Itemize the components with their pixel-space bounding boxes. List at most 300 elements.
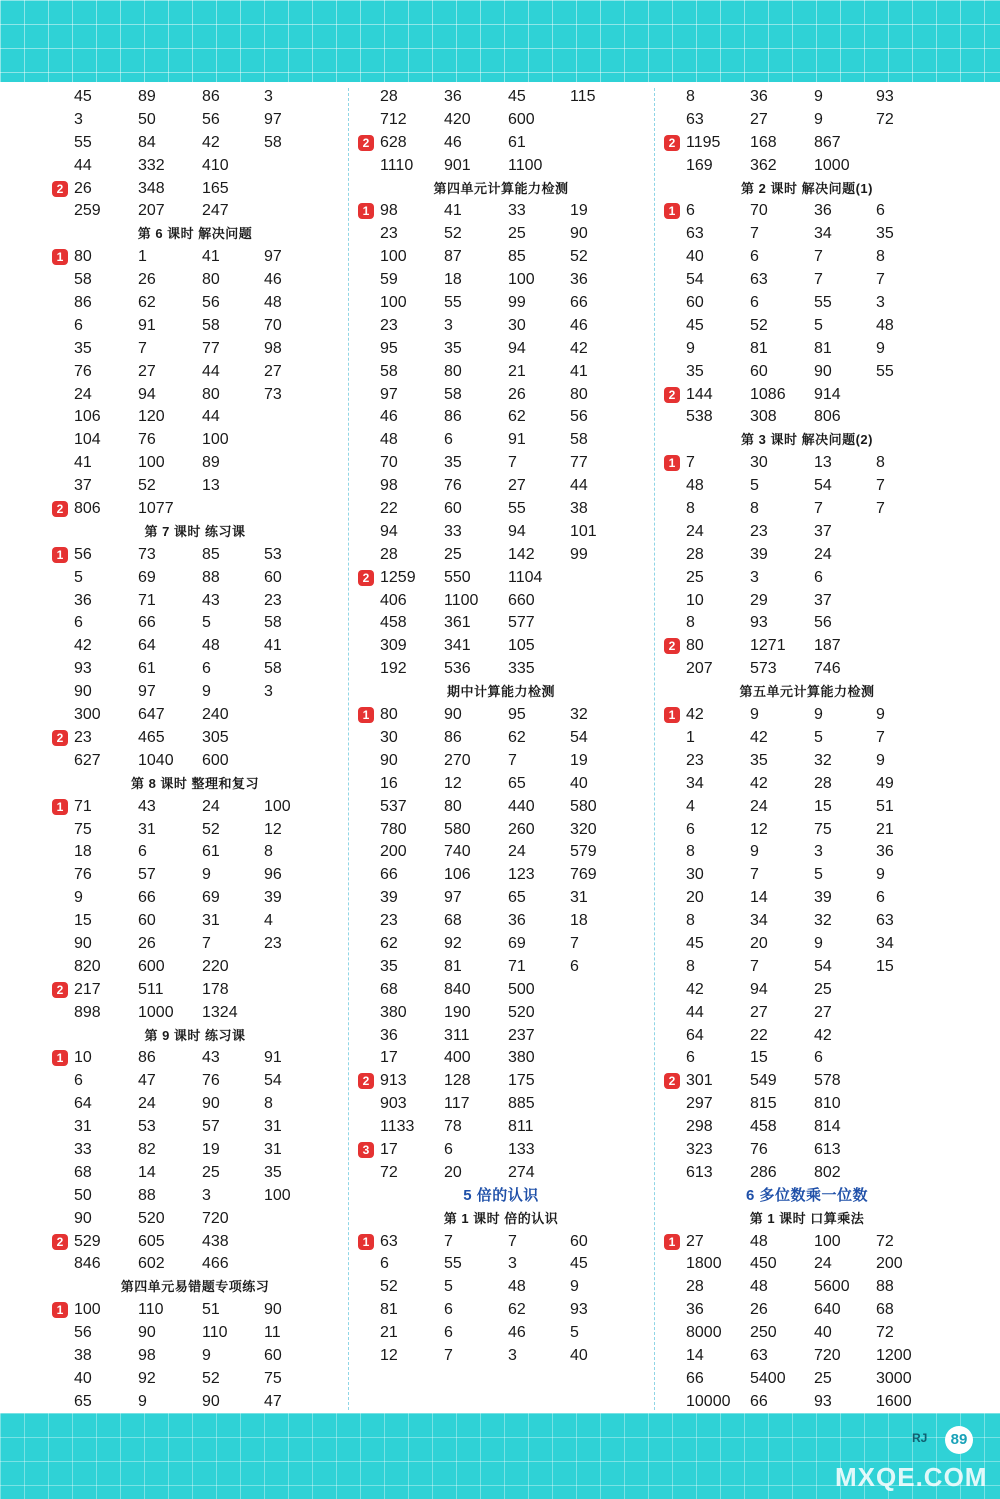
answer-value: 76 <box>750 1140 768 1158</box>
answer-value: 91 <box>264 1049 282 1067</box>
answer-value: 93 <box>570 1301 588 1319</box>
answer-value: 45 <box>508 88 526 105</box>
answer-value: 100 <box>264 1186 291 1204</box>
answer-value: 46 <box>508 1324 526 1342</box>
answer-row <box>356 200 646 223</box>
answer-value: 270 <box>444 751 471 769</box>
answer-value: 33 <box>444 522 462 540</box>
answer-value: 323 <box>686 1140 713 1158</box>
answer-value: 802 <box>814 1163 841 1181</box>
answer-value: 36 <box>444 88 462 105</box>
answer-value: 867 <box>814 133 841 151</box>
answer-value: 66 <box>380 866 398 884</box>
answer-value: 3 <box>508 1255 517 1273</box>
answer-value: 5 <box>74 568 83 586</box>
answer-value: 13 <box>202 477 220 495</box>
answer-value: 6 <box>750 248 759 266</box>
answer-value: 55 <box>508 500 526 518</box>
answer-value: 6 <box>138 843 147 861</box>
answer-value: 43 <box>138 797 156 815</box>
answer-row <box>662 704 952 727</box>
answer-value: 97 <box>380 385 398 403</box>
answer-value: 259 <box>74 202 101 220</box>
answer-value: 48 <box>380 431 398 449</box>
answer-row <box>50 887 340 910</box>
answer-value: 39 <box>750 545 768 563</box>
answer-row <box>662 1139 952 1162</box>
answer-value: 56 <box>74 545 92 563</box>
answer-value: 37 <box>814 522 832 540</box>
answer-value: 410 <box>202 156 229 174</box>
answer-value: 45 <box>686 316 704 334</box>
answer-row <box>356 246 646 269</box>
column-divider <box>654 88 655 1410</box>
answer-value: 3 <box>444 316 453 334</box>
answer-value: 38 <box>570 500 588 518</box>
answer-value: 746 <box>814 660 841 678</box>
question-number-badge: 1 <box>358 707 374 723</box>
answer-value: 66 <box>138 889 156 907</box>
answer-value: 9 <box>686 339 695 357</box>
answer-value: 200 <box>380 843 407 861</box>
answer-value: 71 <box>138 591 156 609</box>
answer-row <box>662 658 952 681</box>
answer-row <box>662 452 952 475</box>
answer-row <box>50 1322 340 1345</box>
answer-value: 46 <box>570 316 588 334</box>
answer-value: 65 <box>508 889 526 907</box>
answer-value: 66 <box>750 1392 768 1410</box>
answer-value: 81 <box>750 339 768 357</box>
answer-value: 769 <box>570 866 597 884</box>
answer-value: 465 <box>138 728 165 746</box>
answer-value: 8 <box>686 500 695 518</box>
answer-value: 63 <box>380 1232 398 1250</box>
answer-value: 5 <box>750 477 759 495</box>
answer-value: 720 <box>814 1346 841 1364</box>
answer-value: 91 <box>508 431 526 449</box>
answer-value: 520 <box>508 1003 535 1021</box>
answer-value: 36 <box>570 271 588 289</box>
answer-value: 19 <box>202 1140 220 1158</box>
answer-value: 30 <box>750 454 768 472</box>
answer-value: 8 <box>876 248 885 266</box>
answer-row <box>662 864 952 887</box>
answer-row <box>662 1368 952 1391</box>
answer-value: 28 <box>380 88 398 105</box>
answer-value: 21 <box>508 362 526 380</box>
answer-row <box>662 841 952 864</box>
answer-value: 6 <box>202 660 211 678</box>
answer-value: 7 <box>202 934 211 952</box>
answer-value: 220 <box>202 957 229 975</box>
answer-value: 5 <box>814 728 823 746</box>
answer-value: 31 <box>74 1118 92 1136</box>
answer-value: 72 <box>876 1324 894 1342</box>
answer-value: 58 <box>264 660 282 678</box>
section-heading: 第 9 课时 练习课 <box>144 1027 246 1043</box>
answer-value: 92 <box>444 934 462 952</box>
answer-value: 63 <box>686 225 704 243</box>
answer-value: 48 <box>264 294 282 312</box>
answer-row <box>356 1231 646 1254</box>
answer-value: 1271 <box>750 637 786 655</box>
answer-row <box>356 544 646 567</box>
answer-value: 77 <box>202 339 220 357</box>
answer-value: 301 <box>686 1072 713 1090</box>
answer-row <box>356 567 646 590</box>
answer-value: 40 <box>686 248 704 266</box>
answer-row <box>662 338 952 361</box>
answer-value: 26 <box>138 271 156 289</box>
answer-row <box>662 1231 952 1254</box>
answer-value: 10 <box>74 1049 92 1067</box>
answer-value: 30 <box>508 316 526 334</box>
answer-value: 95 <box>508 706 526 724</box>
answer-value: 61 <box>508 133 526 151</box>
answer-value: 1200 <box>876 1346 912 1364</box>
answer-row <box>356 1299 646 1322</box>
answer-value: 60 <box>570 1232 588 1250</box>
section-heading: 6 多位数乘一位数 <box>745 1186 868 1204</box>
answer-value: 6 <box>876 889 885 907</box>
answer-value: 65 <box>74 1392 92 1410</box>
answer-value: 27 <box>508 477 526 495</box>
answer-value: 73 <box>264 385 282 403</box>
answer-row <box>662 132 952 155</box>
answer-value: 18 <box>444 271 462 289</box>
answer-value: 58 <box>74 271 92 289</box>
answer-value: 52 <box>202 820 220 838</box>
answer-row <box>50 1070 340 1093</box>
answer-value: 98 <box>380 477 398 495</box>
answer-row <box>356 1116 646 1139</box>
answer-value: 8 <box>264 1095 273 1113</box>
answer-value: 68 <box>74 1163 92 1181</box>
answer-value: 320 <box>570 820 597 838</box>
question-number-badge: 2 <box>664 135 680 151</box>
answer-value: 81 <box>380 1301 398 1319</box>
answer-value: 30 <box>380 728 398 746</box>
answer-value: 36 <box>686 1301 704 1319</box>
answer-value: 341 <box>444 637 471 655</box>
answer-row <box>50 361 340 384</box>
answer-value: 6 <box>444 1301 453 1319</box>
answer-row <box>662 1093 952 1116</box>
answer-value: 438 <box>202 1232 229 1250</box>
answer-value: 840 <box>444 980 471 998</box>
answer-value: 26 <box>74 179 92 197</box>
answer-value: 35 <box>444 454 462 472</box>
answer-row <box>50 956 340 979</box>
answer-value: 97 <box>138 683 156 701</box>
answer-row <box>50 819 340 842</box>
answer-value: 30 <box>686 866 704 884</box>
answer-value: 24 <box>508 843 526 861</box>
answer-value: 78 <box>444 1118 462 1136</box>
answer-value: 8 <box>686 88 695 105</box>
answer-row <box>662 910 952 933</box>
answer-value: 41 <box>444 202 462 220</box>
answer-row <box>356 1322 646 1345</box>
answer-value: 63 <box>876 912 894 930</box>
answer-value: 6 <box>380 1255 389 1273</box>
answer-value: 9 <box>876 866 885 884</box>
section-heading: 第四单元易错题专项练习 <box>120 1279 270 1295</box>
answer-value: 27 <box>814 1003 832 1021</box>
answer-value: 63 <box>750 1346 768 1364</box>
answer-row <box>356 521 646 544</box>
answer-value: 24 <box>814 545 832 563</box>
answer-value: 85 <box>202 545 220 563</box>
answer-value: 45 <box>570 1255 588 1273</box>
answer-value: 6 <box>74 316 83 334</box>
answer-value: 42 <box>814 1026 832 1044</box>
answer-value: 335 <box>508 660 535 678</box>
answer-value: 6 <box>876 202 885 220</box>
answer-value: 200 <box>876 1255 903 1273</box>
answer-value: 27 <box>264 362 282 380</box>
answer-value: 40 <box>814 1324 832 1342</box>
answer-value: 600 <box>202 751 229 769</box>
answer-value: 80 <box>202 271 220 289</box>
answer-row <box>356 979 646 1002</box>
answer-row <box>50 246 340 269</box>
answer-value: 169 <box>686 156 713 174</box>
answer-value: 72 <box>876 110 894 128</box>
answer-value: 97 <box>264 110 282 128</box>
answer-value: 40 <box>570 774 588 792</box>
answer-value: 580 <box>570 797 597 815</box>
answer-value: 47 <box>138 1072 156 1090</box>
answer-value: 7 <box>814 271 823 289</box>
answer-row <box>662 635 952 658</box>
answer-value: 42 <box>686 980 704 998</box>
answer-row <box>50 933 340 956</box>
answer-value: 21 <box>380 1324 398 1342</box>
answer-value: 87 <box>444 248 462 266</box>
answer-value: 31 <box>264 1118 282 1136</box>
page-number: 89 <box>945 1426 973 1454</box>
answer-row <box>356 1139 646 1162</box>
answer-value: 100 <box>814 1232 841 1250</box>
answer-value: 286 <box>750 1163 777 1181</box>
answer-value: 62 <box>380 934 398 952</box>
answer-value: 24 <box>138 1095 156 1113</box>
answer-value: 192 <box>380 660 407 678</box>
answer-row <box>356 773 646 796</box>
answer-value: 1259 <box>380 568 416 586</box>
answer-value: 86 <box>444 408 462 426</box>
answer-value: 7 <box>686 454 695 472</box>
answer-value: 12 <box>264 820 282 838</box>
answer-value: 95 <box>380 339 398 357</box>
answer-value: 72 <box>380 1163 398 1181</box>
answer-value: 5 <box>814 866 823 884</box>
answer-value: 34 <box>814 225 832 243</box>
answer-value: 90 <box>202 1095 220 1113</box>
answer-value: 18 <box>74 843 92 861</box>
answer-value: 90 <box>444 706 462 724</box>
answer-value: 1110 <box>380 156 414 174</box>
answer-value: 80 <box>444 797 462 815</box>
answer-value: 86 <box>74 294 92 312</box>
answer-row <box>662 315 952 338</box>
answer-value: 237 <box>508 1026 535 1044</box>
answer-value: 814 <box>814 1118 841 1136</box>
answer-value: 54 <box>814 957 832 975</box>
answer-value: 48 <box>750 1232 768 1250</box>
answer-value: 21 <box>876 820 894 838</box>
question-number-badge: 3 <box>358 1142 374 1158</box>
answer-value: 75 <box>814 820 832 838</box>
answer-value: 311 <box>444 1026 470 1044</box>
answer-row <box>662 223 952 246</box>
answer-value: 71 <box>74 797 92 815</box>
answer-row <box>662 1345 952 1368</box>
answer-value: 34 <box>876 934 894 952</box>
answer-value: 89 <box>138 88 156 105</box>
question-number-badge: 1 <box>52 1050 68 1066</box>
answer-value: 36 <box>750 88 768 105</box>
answer-value: 712 <box>380 110 407 128</box>
answer-row <box>50 452 340 475</box>
answer-value: 49 <box>876 774 894 792</box>
answer-value: 85 <box>508 248 526 266</box>
question-number-badge: 1 <box>664 455 680 471</box>
answer-value: 50 <box>138 110 156 128</box>
answer-value: 42 <box>570 339 588 357</box>
answer-value: 29 <box>750 591 768 609</box>
answer-value: 76 <box>202 1072 220 1090</box>
answer-value: 3 <box>74 110 83 128</box>
answer-value: 7 <box>508 751 517 769</box>
answer-value: 70 <box>264 316 282 334</box>
question-number-badge: 1 <box>358 1234 374 1250</box>
answer-value: 9 <box>750 843 759 861</box>
answer-value: 92 <box>138 1369 156 1387</box>
answer-row <box>356 384 646 407</box>
answer-row <box>50 384 340 407</box>
answer-row <box>50 590 340 613</box>
answer-row <box>356 338 646 361</box>
answer-value: 35 <box>380 957 398 975</box>
answer-value: 32 <box>814 751 832 769</box>
answer-row <box>662 819 952 842</box>
answer-value: 7 <box>138 339 147 357</box>
answer-value: 91 <box>138 316 156 334</box>
answer-value: 60 <box>138 912 156 930</box>
question-number-badge: 2 <box>358 135 374 151</box>
answer-value: 361 <box>444 614 471 632</box>
answer-value: 52 <box>138 477 156 495</box>
answer-value: 75 <box>264 1369 282 1387</box>
answer-value: 9 <box>876 706 885 724</box>
question-number-badge: 1 <box>358 203 374 219</box>
answer-value: 35 <box>444 339 462 357</box>
answer-value: 97 <box>264 248 282 266</box>
answer-value: 98 <box>138 1346 156 1364</box>
question-number-badge: 1 <box>664 203 680 219</box>
answer-value: 58 <box>380 362 398 380</box>
answer-row <box>662 155 952 178</box>
answer-value: 54 <box>570 728 588 746</box>
answer-row <box>50 1139 340 1162</box>
answer-value: 100 <box>138 454 165 472</box>
answer-value: 26 <box>750 1301 768 1319</box>
answer-value: 53 <box>138 1118 156 1136</box>
answer-row <box>50 1093 340 1116</box>
answer-value: 36 <box>876 843 894 861</box>
answer-row <box>50 269 340 292</box>
answer-value: 64 <box>686 1026 704 1044</box>
answer-value: 76 <box>138 431 156 449</box>
answer-row <box>662 956 952 979</box>
answer-row <box>662 361 952 384</box>
answer-value: 190 <box>444 1003 471 1021</box>
answer-value: 7 <box>876 500 885 518</box>
answer-row <box>356 956 646 979</box>
answer-row <box>356 1047 646 1070</box>
answer-value: 6 <box>444 431 453 449</box>
answer-value: 76 <box>74 362 92 380</box>
answer-row <box>356 1070 646 1093</box>
answer-value: 62 <box>508 408 526 426</box>
top-decorative-band <box>0 0 1000 82</box>
answer-value: 61 <box>138 660 156 678</box>
question-number-badge: 2 <box>52 1234 68 1250</box>
question-number-badge: 2 <box>358 570 374 586</box>
answer-value: 64 <box>74 1095 92 1113</box>
answer-value: 80 <box>202 385 220 403</box>
answer-value: 19 <box>570 202 588 220</box>
answer-value: 12 <box>444 774 462 792</box>
answer-value: 43 <box>202 1049 220 1067</box>
answer-value: 5 <box>814 316 823 334</box>
answer-value: 8 <box>750 500 759 518</box>
answer-row <box>662 200 952 223</box>
answer-value: 45 <box>686 934 704 952</box>
answer-value: 57 <box>138 866 156 884</box>
answer-value: 81 <box>444 957 462 975</box>
answer-value: 94 <box>508 522 526 540</box>
answer-row <box>662 1002 952 1025</box>
answer-value: 99 <box>508 294 526 312</box>
section-heading: 第 6 课时 解决问题 <box>137 226 253 242</box>
question-number-badge: 2 <box>52 501 68 517</box>
answer-row <box>662 292 952 315</box>
answer-value: 71 <box>508 957 526 975</box>
answer-value: 90 <box>138 1324 156 1342</box>
answer-row <box>356 796 646 819</box>
answer-value: 27 <box>686 1232 704 1250</box>
answer-value: 7 <box>876 728 885 746</box>
answer-value: 3 <box>876 294 885 312</box>
answer-value: 76 <box>74 866 92 884</box>
answer-value: 94 <box>380 522 398 540</box>
answer-value: 93 <box>876 88 894 105</box>
answer-row <box>356 1162 646 1185</box>
answer-value: 100 <box>202 431 229 449</box>
answer-value: 48 <box>686 477 704 495</box>
answer-value: 41 <box>570 362 588 380</box>
answer-value: 27 <box>750 1003 768 1021</box>
answer-row <box>50 1162 340 1185</box>
answer-value: 600 <box>138 957 165 975</box>
answer-value: 7 <box>508 454 517 472</box>
answer-value: 100 <box>380 248 407 266</box>
answer-value: 70 <box>750 202 768 220</box>
